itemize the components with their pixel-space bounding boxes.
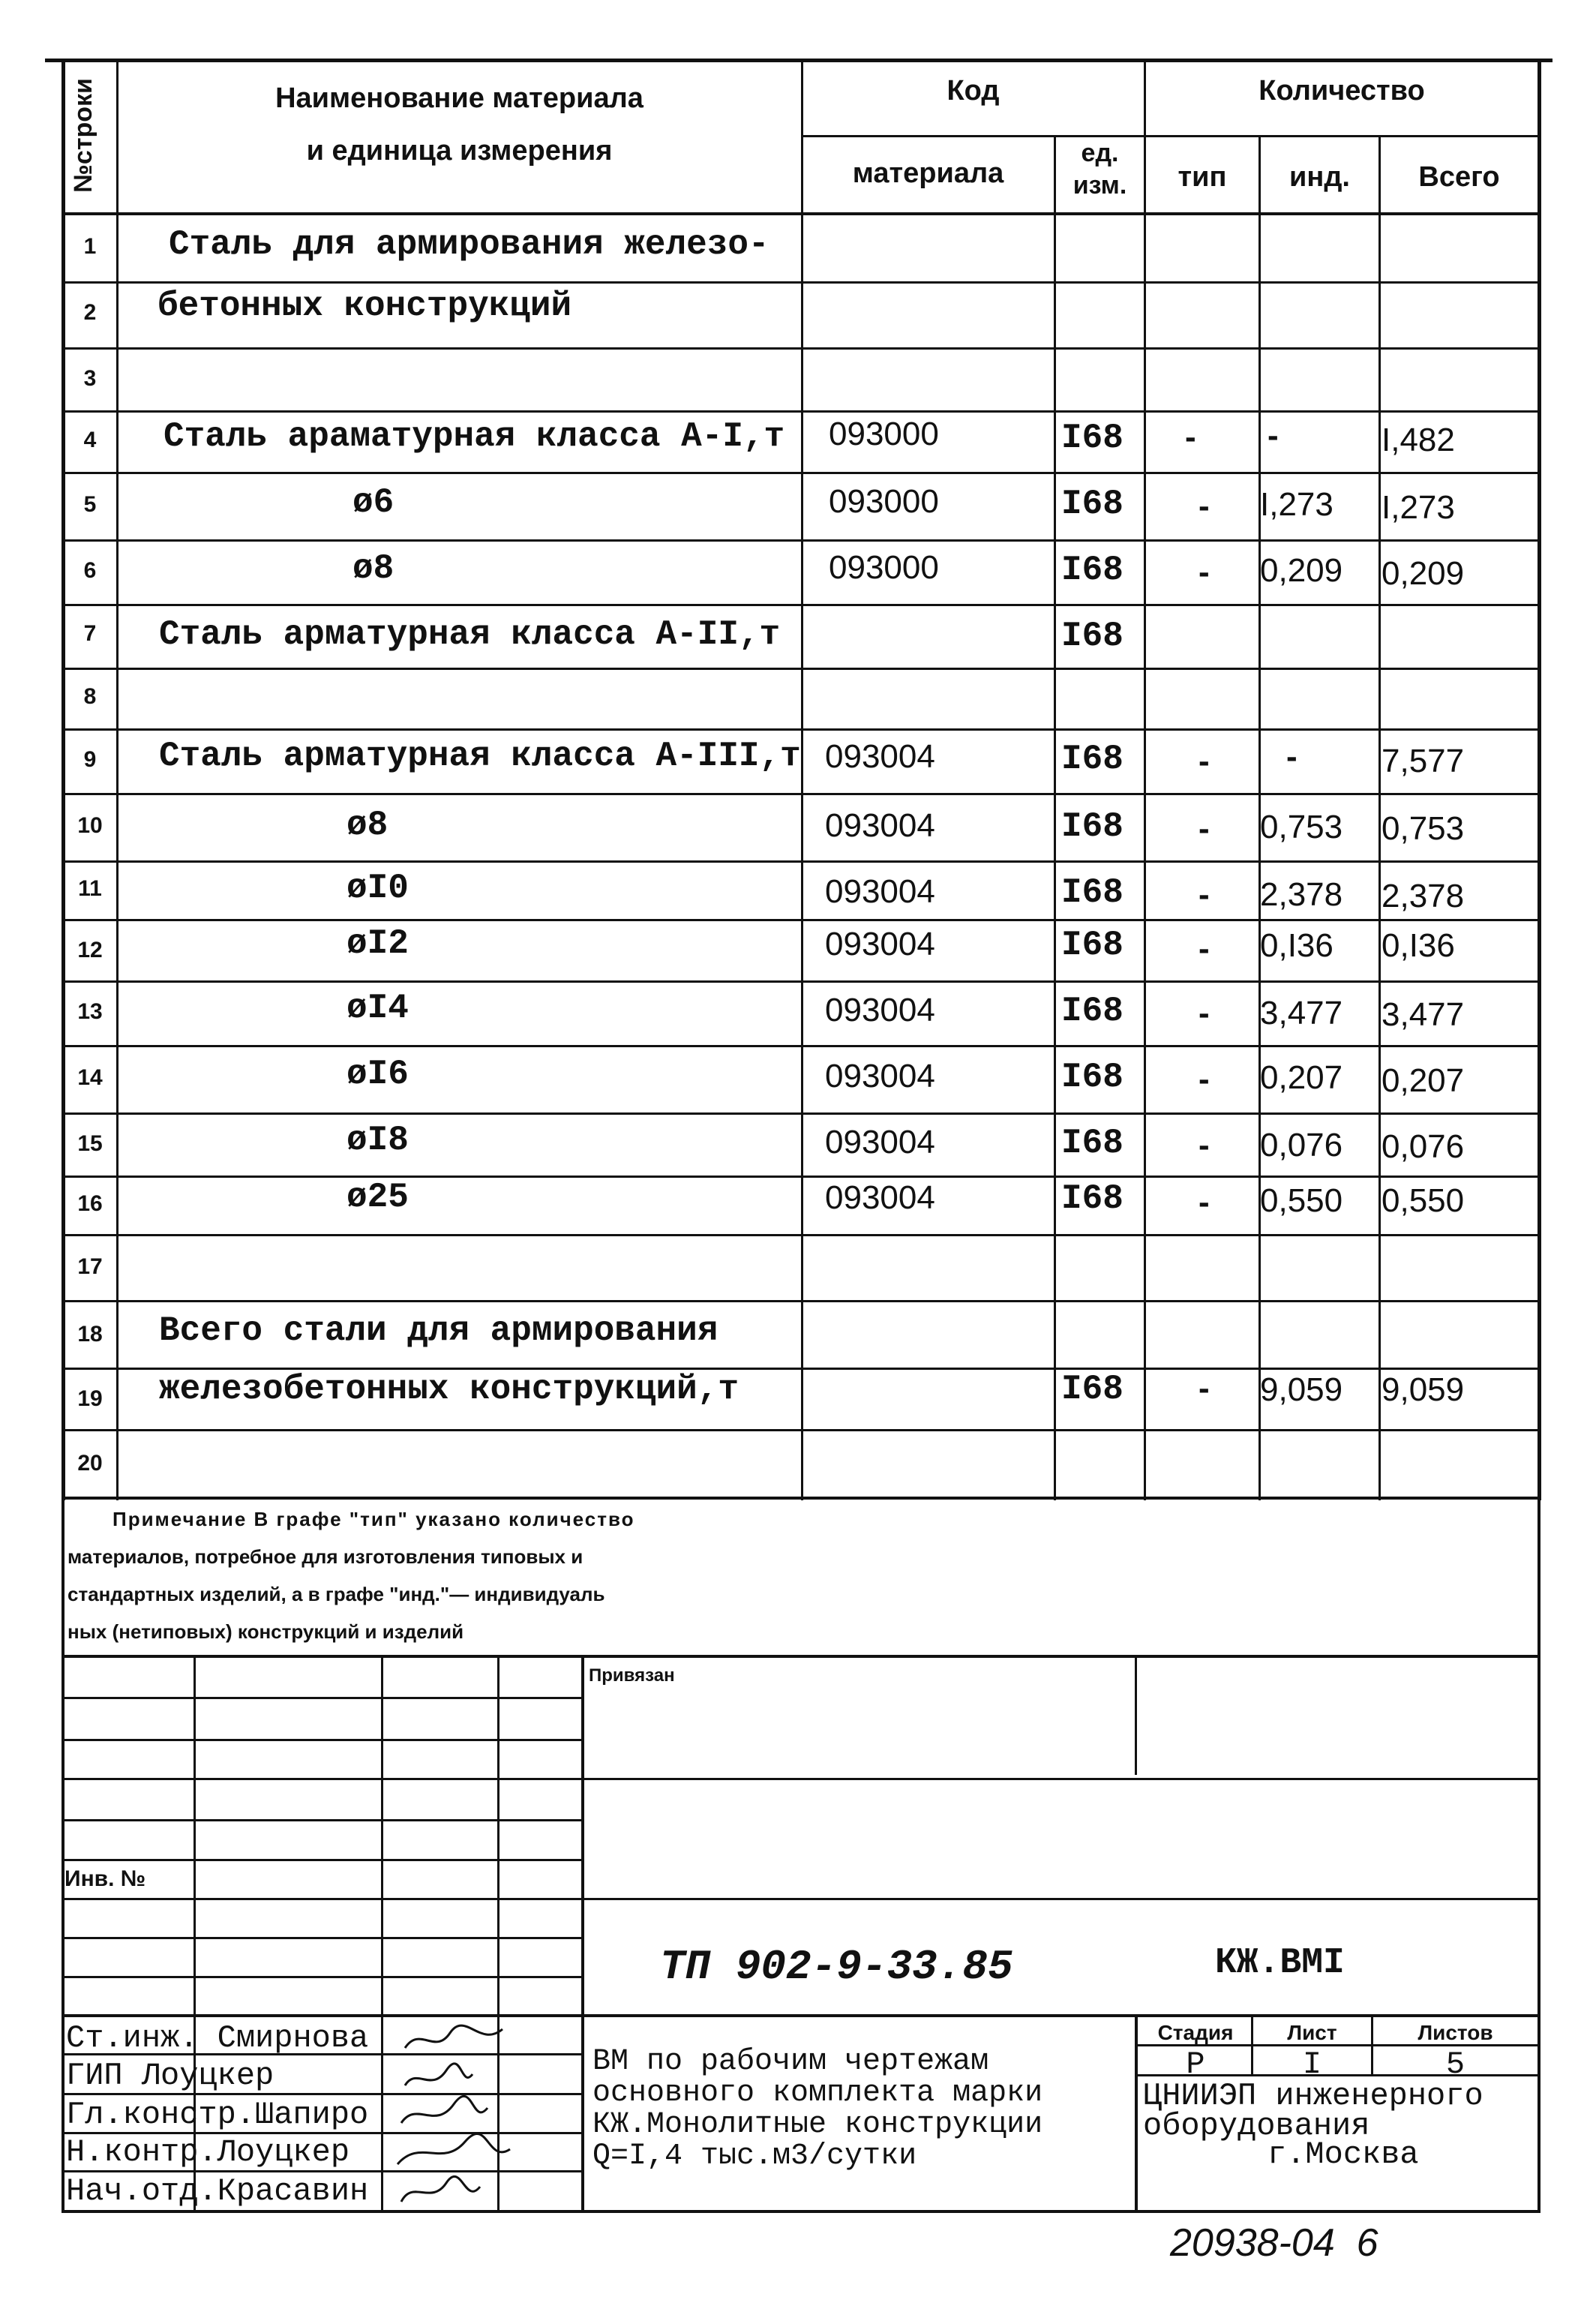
qty-tip: - bbox=[1198, 876, 1210, 913]
col-line-num bbox=[116, 60, 118, 1500]
row-number: 8 bbox=[83, 684, 97, 709]
note-right-border bbox=[1538, 1497, 1540, 2213]
qty-total: 9,059 bbox=[1382, 1371, 1465, 1408]
quantity-header: Количество bbox=[1258, 75, 1425, 107]
row-number: 1 bbox=[83, 234, 97, 259]
qty-ind: 3,477 bbox=[1260, 995, 1343, 1031]
qty-total: 0,I36 bbox=[1382, 927, 1455, 964]
total-header: Всего bbox=[1418, 161, 1500, 193]
signatures bbox=[390, 2018, 585, 2213]
code-header: Код bbox=[946, 75, 1000, 107]
unit-code: I68 bbox=[1061, 807, 1124, 846]
row-line bbox=[62, 860, 1539, 863]
row-line bbox=[62, 604, 1539, 606]
col-line-ind bbox=[1378, 135, 1381, 1500]
row-number: 7 bbox=[83, 621, 97, 646]
qty-ind: 2,378 bbox=[1260, 876, 1343, 913]
material-name: железобетонных конструкций,т bbox=[159, 1370, 739, 1409]
qty-tip: - bbox=[1198, 995, 1210, 1031]
note-left-border bbox=[62, 1497, 64, 2213]
stage-value: Р bbox=[1186, 2046, 1205, 2082]
row-number: 5 bbox=[83, 492, 97, 517]
row-number: 18 bbox=[77, 1322, 103, 1347]
row-line bbox=[62, 1234, 1539, 1236]
row-number: 16 bbox=[77, 1191, 103, 1216]
title-line: КЖ.Монолитные конструкции bbox=[592, 2108, 1043, 2142]
row-number: 11 bbox=[78, 876, 102, 901]
unit-code: I68 bbox=[1061, 1370, 1124, 1409]
qty-ind: I,273 bbox=[1260, 486, 1334, 523]
signature-scribble bbox=[405, 2064, 472, 2085]
material-name: øI8 bbox=[346, 1121, 409, 1160]
row-line bbox=[62, 1176, 1539, 1178]
qty-ind: - bbox=[1286, 738, 1298, 775]
row-number: 12 bbox=[77, 938, 103, 962]
row-number-header: №строки bbox=[69, 78, 98, 193]
material-name: øI2 bbox=[346, 924, 409, 963]
stamp-grid-line bbox=[62, 1819, 583, 1821]
title-line: ВМ по рабочим чертежам bbox=[592, 2045, 989, 2079]
document-mark: КЖ.ВМI bbox=[1215, 1943, 1345, 1983]
qty-tip: - bbox=[1198, 743, 1210, 779]
unit-code: I68 bbox=[1061, 1124, 1124, 1163]
row-line bbox=[62, 1300, 1539, 1302]
material-name: Сталь арматурная класса А-II,т bbox=[159, 615, 781, 654]
col-line-unit bbox=[1144, 60, 1146, 1500]
note-line: Примечание В графе "тип" указано количество bbox=[112, 1508, 635, 1530]
table-left-border bbox=[62, 60, 65, 1500]
row-line bbox=[62, 793, 1539, 795]
organization-line: ЦНИИЭП инженерного bbox=[1143, 2078, 1484, 2114]
qty-tip: - bbox=[1198, 488, 1210, 524]
material-name: Сталь араматурная класса А-I,т bbox=[164, 417, 785, 456]
row-number: 15 bbox=[77, 1131, 103, 1156]
person-row: Нач.отд.Красавин bbox=[66, 2173, 369, 2209]
material-code: 093000 bbox=[829, 416, 939, 452]
qty-total: 0,550 bbox=[1382, 1182, 1465, 1219]
unit-code: I68 bbox=[1061, 485, 1124, 524]
material-code: 093004 bbox=[825, 873, 935, 910]
stamp-grid-line bbox=[62, 1739, 583, 1741]
row-number: 6 bbox=[83, 558, 97, 583]
qty-total: 3,477 bbox=[1382, 996, 1465, 1033]
footer-number: 20938-04 6 bbox=[1170, 2221, 1378, 2265]
unit-code: I68 bbox=[1061, 740, 1124, 779]
row-line bbox=[62, 410, 1539, 413]
material-code: 093004 bbox=[825, 1058, 935, 1094]
note-line: материалов, потребное для изготовления типовых и bbox=[68, 1545, 584, 1568]
title-line: Q=I,4 тыс.м3/сутки bbox=[592, 2139, 917, 2173]
header-mid-line bbox=[801, 135, 1539, 137]
material-name: Сталь для армирования железо- bbox=[169, 225, 770, 264]
unit-code: I68 bbox=[1061, 551, 1124, 590]
material-code-header: материала bbox=[852, 158, 1004, 189]
row-number: 20 bbox=[77, 1451, 103, 1476]
row-line bbox=[62, 1045, 1539, 1047]
row-number: 3 bbox=[83, 366, 97, 391]
privyazan-label: Привязан bbox=[589, 1665, 675, 1686]
organization-line: г.Москва bbox=[1268, 2136, 1419, 2172]
inventory-number-label: Инв. № bbox=[64, 1866, 146, 1891]
material-name: ø25 bbox=[346, 1178, 409, 1217]
row-number: 19 bbox=[77, 1386, 103, 1411]
material-name: ø8 bbox=[346, 806, 388, 845]
unit-header-line2: изм. bbox=[1072, 171, 1127, 200]
ind-header: инд. bbox=[1289, 161, 1350, 193]
row-line bbox=[62, 281, 1539, 284]
material-code: 093000 bbox=[829, 483, 939, 520]
row-line bbox=[62, 919, 1539, 921]
qty-ind: 0,550 bbox=[1260, 1182, 1343, 1219]
row-number: 2 bbox=[83, 300, 97, 325]
qty-ind: 9,059 bbox=[1260, 1371, 1343, 1408]
unit-code: I68 bbox=[1061, 419, 1124, 458]
unit-code: I68 bbox=[1061, 1058, 1124, 1097]
row-number: 10 bbox=[77, 813, 103, 838]
header-bottom-line bbox=[62, 212, 1539, 215]
stamp-top-line bbox=[62, 1655, 1539, 1658]
unit-code: I68 bbox=[1061, 992, 1124, 1031]
unit-code: I68 bbox=[1061, 873, 1124, 912]
signature-scribble bbox=[401, 2176, 480, 2202]
signature-scribble bbox=[401, 2096, 488, 2123]
stamp-bottom-line bbox=[62, 2210, 1539, 2213]
qty-tip: - bbox=[1198, 1127, 1210, 1164]
note-line: стандартных изделий, а в графе "инд."— индивидуаль bbox=[68, 1583, 605, 1605]
col-line-name bbox=[801, 60, 803, 1500]
qty-total: 2,378 bbox=[1382, 878, 1465, 914]
stamp-grid-line bbox=[62, 1937, 583, 1939]
material-code: 093004 bbox=[825, 1124, 935, 1161]
sheet-value: I bbox=[1302, 2046, 1322, 2082]
qty-total: 0,209 bbox=[1382, 555, 1465, 592]
material-name: øI6 bbox=[346, 1055, 409, 1094]
name-header-line2: и единица измерения bbox=[306, 135, 613, 167]
qty-total: 0,076 bbox=[1382, 1128, 1465, 1165]
material-code: 093004 bbox=[825, 1179, 935, 1216]
tip-header: тип bbox=[1178, 161, 1227, 193]
qty-total: I,482 bbox=[1382, 422, 1455, 458]
col-line-code bbox=[1054, 135, 1056, 1500]
table-right-border bbox=[1538, 60, 1541, 1500]
qty-tip: - bbox=[1198, 1370, 1210, 1407]
material-code: 093000 bbox=[829, 549, 939, 586]
stamp-grid-line bbox=[62, 1778, 1539, 1780]
row-number: 9 bbox=[83, 747, 97, 772]
document-code: ТП 902-9-33.85 bbox=[660, 1943, 1013, 1991]
unit-code: I68 bbox=[1061, 926, 1124, 965]
qty-total: I,273 bbox=[1382, 489, 1455, 526]
unit-code: I68 bbox=[1061, 617, 1124, 656]
unit-code: I68 bbox=[1061, 1179, 1124, 1218]
material-name: бетонных конструкций bbox=[158, 287, 572, 326]
person-row: Ст.инж. Смирнова bbox=[66, 2020, 369, 2056]
material-code: 093004 bbox=[825, 807, 935, 844]
row-line bbox=[62, 1112, 1539, 1115]
qty-ind: 0,207 bbox=[1260, 1059, 1343, 1096]
stamp-grid-line bbox=[62, 2014, 1539, 2017]
qty-ind: 0,I36 bbox=[1260, 927, 1334, 964]
material-code: 093004 bbox=[825, 992, 935, 1028]
stamp-grid-line bbox=[62, 1697, 583, 1699]
qty-tip: - bbox=[1198, 554, 1210, 590]
row-line bbox=[62, 980, 1539, 983]
sheets-value: 5 bbox=[1445, 2046, 1466, 2082]
name-header-line1: Наименование материала bbox=[275, 83, 644, 114]
qty-tip: - bbox=[1185, 419, 1196, 455]
row-line bbox=[62, 668, 1539, 670]
stamp-grid-line bbox=[1135, 1655, 1137, 1775]
signature-scribble bbox=[398, 2133, 510, 2164]
person-row: Гл.констр.Шапиро bbox=[66, 2097, 369, 2133]
qty-ind: - bbox=[1268, 417, 1279, 454]
material-name: øI0 bbox=[346, 869, 409, 908]
signature-scribble bbox=[405, 2025, 502, 2048]
material-code: 093004 bbox=[825, 926, 935, 962]
sheet-label: Лист bbox=[1287, 2021, 1337, 2044]
stamp-grid-line bbox=[62, 1898, 1539, 1900]
stamp-grid-line bbox=[62, 1976, 583, 1978]
qty-total: 0,753 bbox=[1382, 810, 1465, 847]
table-top-border bbox=[45, 59, 1552, 62]
row-line bbox=[62, 1429, 1539, 1431]
qty-tip: - bbox=[1198, 1184, 1210, 1221]
person-row: Н.контр.Лоуцкер bbox=[66, 2134, 350, 2170]
qty-tip: - bbox=[1198, 810, 1210, 847]
row-number: 14 bbox=[77, 1065, 103, 1090]
qty-total: 0,207 bbox=[1382, 1062, 1465, 1099]
row-line bbox=[62, 539, 1539, 542]
material-name: ø8 bbox=[352, 549, 394, 588]
title-line: основного комплекта марки bbox=[592, 2076, 1043, 2110]
row-number: 17 bbox=[77, 1254, 103, 1279]
row-line bbox=[62, 347, 1539, 350]
qty-ind: 0,209 bbox=[1260, 552, 1343, 589]
person-row: ГИП Лоуцкер bbox=[66, 2058, 274, 2094]
qty-tip: - bbox=[1198, 930, 1210, 967]
material-name: Сталь арматурная класса А-III,т bbox=[159, 737, 801, 776]
row-number: 4 bbox=[83, 428, 97, 452]
qty-ind: 0,076 bbox=[1260, 1127, 1343, 1164]
row-number: 13 bbox=[77, 999, 103, 1024]
row-line bbox=[62, 472, 1539, 474]
stamp-grid-line bbox=[62, 1859, 583, 1861]
qty-ind: 0,753 bbox=[1260, 809, 1343, 845]
material-name: Всего стали для армирования bbox=[159, 1311, 718, 1350]
row-line bbox=[62, 728, 1539, 731]
organization-line: оборудования bbox=[1143, 2108, 1370, 2144]
table-bottom-line bbox=[62, 1497, 1539, 1500]
material-name: øI4 bbox=[346, 989, 409, 1028]
note-line: ных (нетиповых) конструкций и изделий bbox=[68, 1620, 464, 1643]
stage-label: Стадия bbox=[1157, 2021, 1234, 2044]
sheets-label: Листов bbox=[1418, 2021, 1493, 2044]
material-name: ø6 bbox=[352, 483, 394, 522]
qty-total: 7,577 bbox=[1382, 743, 1465, 779]
material-code: 093004 bbox=[825, 738, 935, 775]
unit-header-line1: ед. bbox=[1081, 139, 1119, 167]
qty-tip: - bbox=[1198, 1061, 1210, 1097]
